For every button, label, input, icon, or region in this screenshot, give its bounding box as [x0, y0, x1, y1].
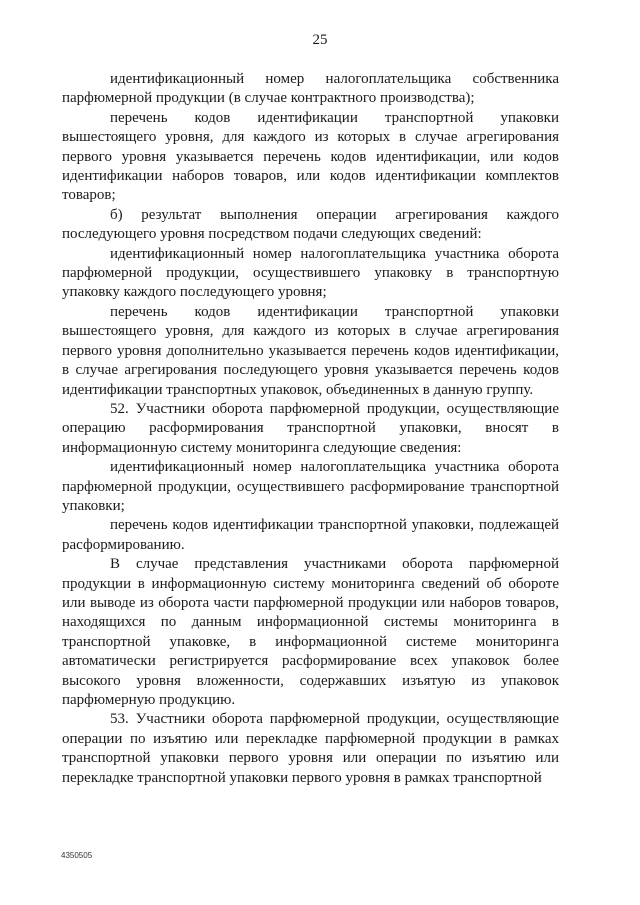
paragraph: перечень кодов идентификации транспортной упаковки, подлежащей расформированию. [62, 517, 559, 553]
paragraph: перечень кодов идентификации транспортной упаковки вышестоящего уровня, для каждого из которых в случае агрегирования первого уровня дополнительно указывается перечень кодов идентификации, в случае агрегирования последующего уровня указывается перечень кодов идентификации транспортных упаковок, объединенных в данную группу. [62, 303, 559, 398]
paragraph: 53. Участники оборота парфюмерной продукции, осуществляющие операции по изъятию или перекладке парфюмерной продукции в рамках транспортной упаковки первого уровня или операции по изъятию или перекладке транспортной упаковки первого уровня в рамках транспортной [62, 711, 559, 786]
paragraph: б) результат выполнения операции агрегирования каждого последующего уровня посредством подачи следующих сведений: [62, 206, 559, 243]
paragraph: 52. Участники оборота парфюмерной продукции, осуществляющие операцию расформирования транспортной упаковки, вносят в информационную систему мониторинга следующие сведения: [62, 400, 559, 456]
paragraph: В случае представления участниками оборота парфюмерной продукции в информационную систему мониторинга сведений об обороте или выводе из оборота части парфюмерной продукции или наборов товаров, находящихся по данным информационной системы мониторинга в транспортной упаковке, в информационной системе мониторинга автоматически регистрируется расформирование всех упаковок более высокого уровня вложенности, содержавших изъятую из упаковок парфюмерную продукцию. [62, 556, 559, 708]
paragraph: перечень кодов идентификации транспортной упаковки вышестоящего уровня, для каждого из которых в случае агрегирования первого уровня указывается перечень кодов идентификации, или кодов идентификации наборов товаров, или кодов идентификации комплектов товаров; [62, 109, 559, 204]
paragraph: идентификационный номер налогоплательщика участника оборота парфюмерной продукции, осуществившего расформирование транспортной упаковки; [62, 459, 559, 514]
document-code: 4350505 [61, 851, 93, 860]
paragraph: идентификационный номер налогоплательщика участника оборота парфюмерной продукции, осуществившего упаковку в транспортную упаковку каждого последующего уровня; [62, 245, 559, 301]
page-number: 25 [312, 32, 328, 48]
paragraph: идентификационный номер налогоплательщика собственника парфюмерной продукции (в случае контрактного производства); [62, 71, 559, 107]
document-body [62, 70, 559, 788]
